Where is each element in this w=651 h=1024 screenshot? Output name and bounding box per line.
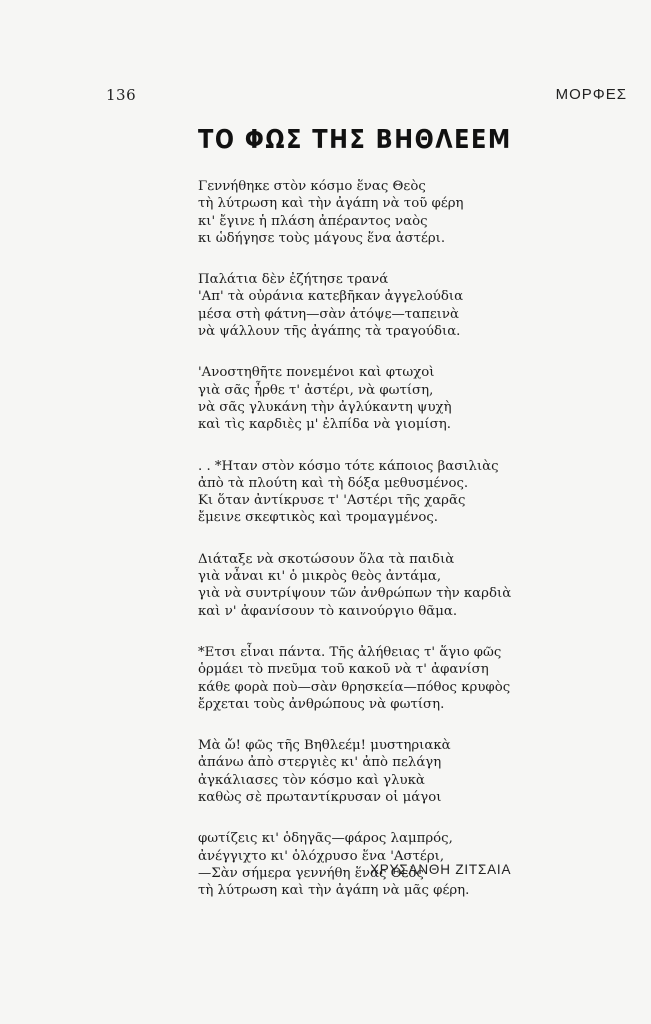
poem-line: κι ὡδήγησε τοὺς μάγους ἕνα ἀστέρι. (198, 230, 446, 246)
poem-line: ἔμεινε σκεφτικὸς καὶ τρομαγμένος. (198, 510, 438, 526)
poem-line: ὁρμάει τὸ πνεῦμα τοῦ κακοῦ νὰ τ' ἀφανίση (198, 662, 489, 678)
poem-body (198, 178, 598, 924)
stanza-2 (198, 271, 598, 340)
poem-line: γιὰ νἆναι κι' ὁ μικρὸς θεὸς ἀντάμα, (198, 569, 442, 585)
poem-line: ἀπάνω ἀπὸ στεργιὲς κι' ἀπὸ πελάγη (198, 755, 442, 771)
poem-line: ἀγκάλιασες τὸν κόσμο καὶ γλυκὰ (198, 772, 425, 788)
poem-line: ἀνέγγιχτο κι' ὁλόχρυσο ἕνα 'Αστέρι, (198, 848, 445, 864)
poem-line: γιὰ νὰ συντρίψουν τῶν ἀνθρώπων τὴν καρδιὰ (198, 586, 512, 602)
poem-line: καὶ τὶς καρδιὲς μ' ἐλπίδα νὰ γιομίση. (198, 417, 451, 433)
poem-line: νὰ ψάλλουν τῆς ἀγάπης τὰ τραγούδια. (198, 324, 461, 340)
poem-line: γιὰ σᾶς ἦρθε τ' ἀστέρι, νὰ φωτίση, (198, 382, 434, 398)
stanza-3 (198, 364, 598, 433)
poem-line: . . *Ηταν στὸν κόσμο τότε κάποιος βασιλιὰς (198, 458, 499, 474)
poem-line: ἀπὸ τὰ πλούτη καὶ τὴ δόξα μεθυσμένος. (198, 475, 469, 491)
stanza-4 (198, 458, 598, 527)
stanza-5 (198, 551, 598, 620)
poem-line: Γεννήθηκε στὸν κόσμο ἕνας Θεὸς (198, 179, 426, 194)
poem-line: μέσα στὴ φάτνη—σὰν ἀτόψε—ταπεινὰ (198, 306, 459, 322)
poem-line: Μὰ ὤ! φῶς τῆς Βηθλεέμ! μυστηριακὰ (198, 738, 451, 754)
poem-line: 'Απ' τὰ οὐράνια κατεβῆκαν ἀγγελούδια (198, 289, 464, 305)
poem-line: τὴ λύτρωση καὶ τὴν ἀγάπη νὰ μᾶς φέρη. (198, 883, 470, 899)
poem-line: νὰ σᾶς γλυκάνη τὴν ἀγλύκαντη ψυχὴ (198, 399, 452, 415)
poem-line: φωτίζεις κι' ὁδηγᾶς—φάρος λαμπρός, (198, 831, 453, 847)
poem-line: τὴ λύτρωση καὶ τὴν ἀγάπη νὰ τοῦ φέρη (198, 196, 464, 212)
poem-line: Διάταξε νὰ σκοτώσουν ὅλα τὰ παιδιὰ (198, 551, 455, 567)
poem-line: καθὼς σὲ πρωταντίκρυσαν οἱ μάγοι (198, 790, 442, 806)
poem-line: 'Ανοστηθῆτε πονεμένοι καὶ φτωχοὶ (198, 365, 435, 381)
stanza-6 (198, 644, 598, 713)
stanza-1 (198, 178, 598, 247)
poem-line: Παλάτια δὲν ἐζήτησε τρανά (198, 272, 389, 288)
poem-line: *Ετσι εἶναι πάντα. Τῆς ἀλήθειας τ' ἅγιο φῶς (198, 644, 502, 660)
poem-line: Κι ὅταν ἀντίκρυσε τ' 'Αστέρι τῆς χαρᾶς (198, 493, 466, 509)
poem-line: κι' ἔγινε ἡ πλάση ἀπέραντος ναὸς (198, 213, 428, 229)
poem-line: καὶ ν' ἀφανίσουν τὸ καινούργιο θᾶμα. (198, 603, 458, 619)
poem-line: ἔρχεται τοὺς ἀνθρώπους νὰ φωτίση. (198, 696, 445, 712)
poem-line: —Σὰν σήμερα γεννήθη ἕνας Θεὸς (198, 865, 424, 881)
author-signature: ΧΡΥΣΑΝΘΗ ΖΙΤΣΑΙΑ (370, 862, 512, 877)
poem-line: κάθε φορὰ ποὺ—σὰν θρησκεία—πόθος κρυφὸς (198, 679, 511, 695)
running-head: ΜΟΡΦΕΣ (555, 86, 627, 103)
poem-title: ΤΟ ΦΩΣ ΤΗΣ ΒΗΘΛΕΕΜ (198, 125, 512, 155)
stanza-7 (198, 737, 598, 806)
page-number: 136 (106, 86, 137, 104)
